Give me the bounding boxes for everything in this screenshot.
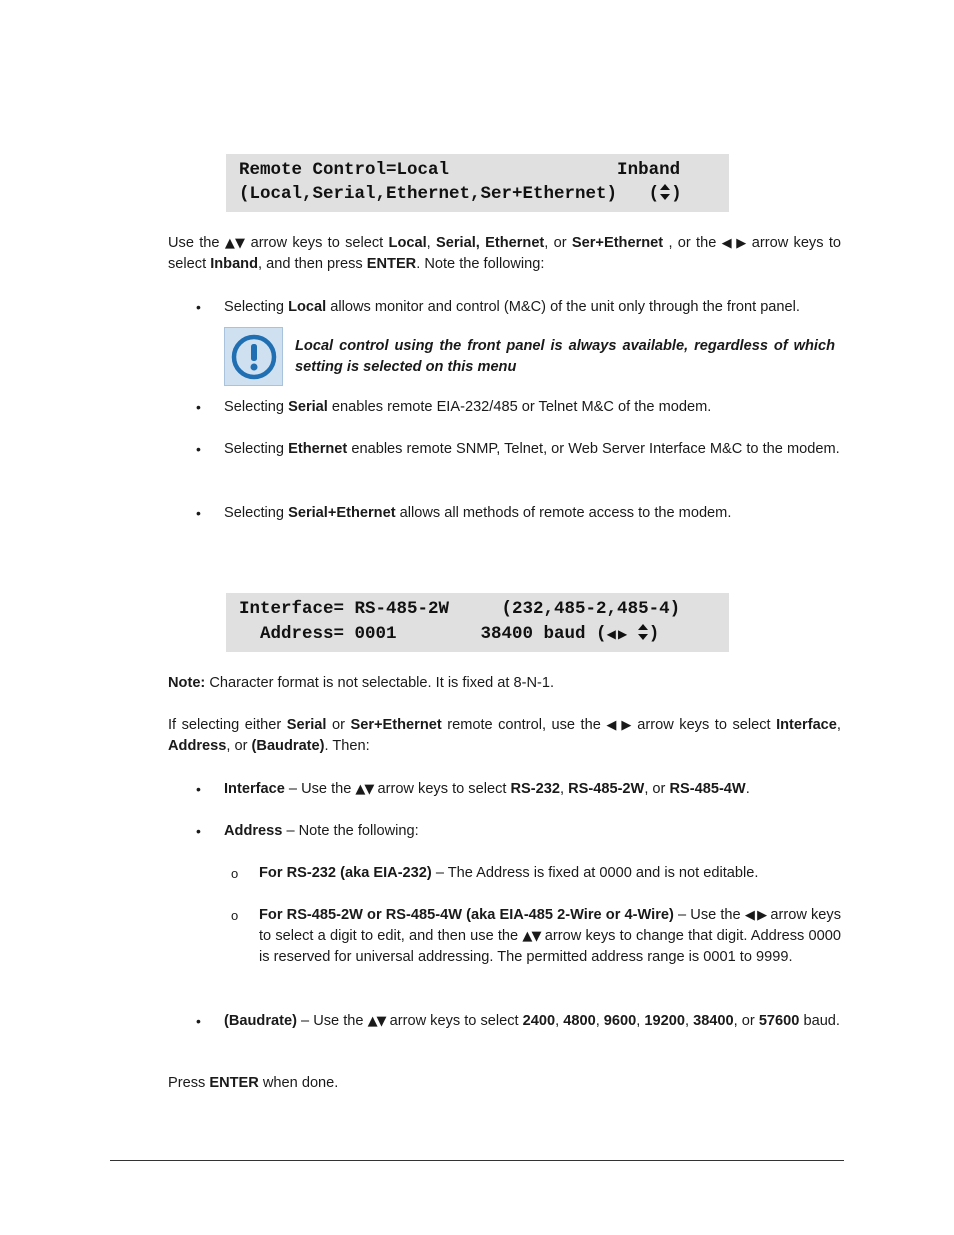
serial-selection-paragraph: If selecting either Serial or Ser+Ethernet remote control, use the ◀ ▶ arrow keys to select Interface, Address, or (Baudrate). Then: [168,717,841,754]
bullet-interface: Interface – Use the ▲▼ arrow keys to select RS-232, RS-485-2W, or RS-485-4W. [224,781,750,797]
up-down-arrow-icon [637,623,649,641]
left-right-arrows-icon: ◀ ▶ [606,718,632,733]
notice-icon-box [224,327,283,386]
bullet-address: Address – Note the following: [224,823,419,839]
bullet-serial-ethernet: Selecting Serial+Ethernet allows all methods of remote access to the modem. [224,505,732,521]
note-paragraph: Note: Character format is not selectable. It is fixed at 8-N-1. [168,675,555,691]
up-down-arrows-icon: ▲▼ [355,782,374,797]
lcd-display-remote-control [226,154,729,212]
lcd-line-2: (Local,Serial,Ethernet,Ser+Ethernet) ( ) [239,184,682,204]
bullet-ethernet: Selecting Ethernet enables remote SNMP, Telnet, or Web Server Interface M&C to the modem. [224,441,840,457]
press-enter-paragraph: Press ENTER when done. [168,1075,339,1091]
bullet-serial: Selecting Serial enables remote EIA-232/485 or Telnet M&C of the modem. [224,399,712,415]
notice-text: Local control using the front panel is always available, regardless of which setting is selected on this menu [295,338,835,375]
up-down-arrows-icon: ▲▼ [522,929,541,944]
bullet-marker: • [196,781,201,797]
left-right-arrows-icon: ◀ ▶ [744,908,767,923]
intro-paragraph: Use the ▲▼ arrow keys to select Local, Serial, Ethernet, or Ser+Ethernet , or the ◀ ▶ arrow keys to select Inband, and then press ENTER. Note the following: [168,235,841,272]
lcd-line-1: Interface= RS-485-2W (232,485-2,485-4) [239,599,681,619]
bullet-marker: • [196,399,201,415]
sub-bullet-rs232: For RS-232 (aka EIA-232) – The Address is fixed at 0000 and is not editable. [259,865,759,881]
bullet-marker: • [196,441,201,457]
up-down-arrows-icon: ▲▼ [224,236,246,251]
sub-bullet-marker: o [231,908,239,923]
bullet-local: Selecting Local allows monitor and control (M&C) of the unit only through the front panel. [224,299,800,315]
bullet-marker: • [196,823,201,839]
left-right-arrows-icon: ◀ ▶ [721,236,747,251]
footer-divider [110,1160,844,1161]
up-down-arrows-icon: ▲▼ [367,1014,386,1029]
bullet-marker: • [196,1013,201,1029]
sub-bullet-marker: o [231,866,239,881]
sub-bullet-rs485: For RS-485-2W or RS-485-4W (aka EIA-485 2-Wire or 4-Wire) – Use the ◀ ▶ arrow keys to select a digit to edit, and then use the ▲▼ arrow keys to change that digit. Address 0000 is reserved for universal addressing. The permitted address range is 0001 to 9999. [259,907,842,965]
exclamation-icon [230,333,278,388]
bullet-marker: • [196,505,201,521]
bullet-marker: • [196,299,201,315]
bullet-baudrate: (Baudrate) – Use the ▲▼ arrow keys to select 2400, 4800, 9600, 19200, 38400, or 57600 baud. [224,1013,840,1029]
left-right-arrows-icon: ◀ ▶ [606,627,627,641]
up-down-arrow-icon [659,183,671,201]
lcd-line-1: Remote Control=Local Inband [239,160,681,180]
lcd-display-interface [226,593,729,652]
lcd-line-2: Address= 0001 38400 baud (◀ ▶ ) [239,624,660,644]
